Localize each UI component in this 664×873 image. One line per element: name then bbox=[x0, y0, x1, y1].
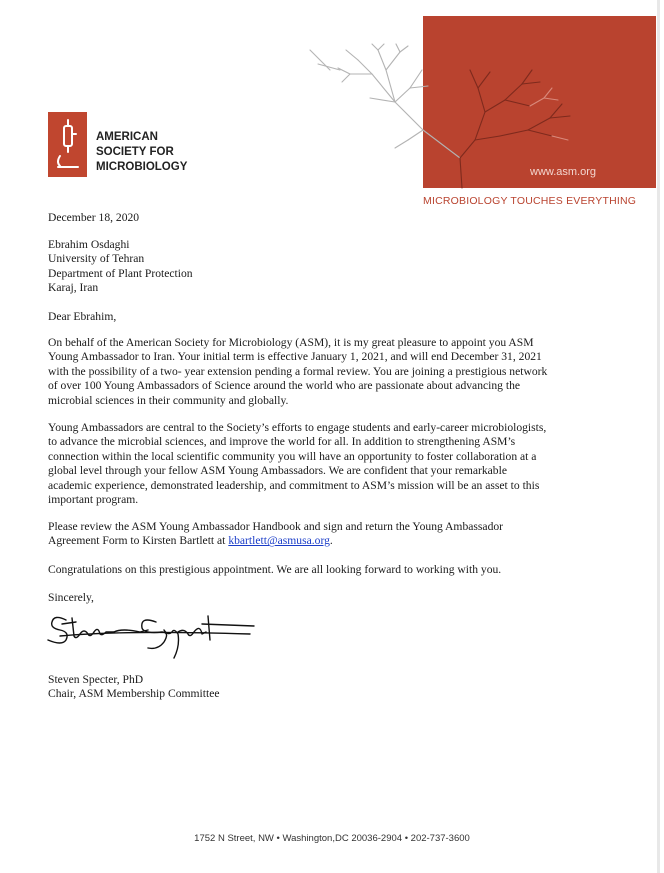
microscope-icon bbox=[48, 112, 87, 177]
footer-address bbox=[0, 833, 664, 844]
paragraph-3 bbox=[48, 520, 503, 549]
recipient-address bbox=[48, 238, 193, 296]
paragraph-line: Please review the ASM Young Ambassador Handbook and sign and return the Young Ambassador bbox=[48, 520, 504, 533]
recipient-location: Karaj, Iran bbox=[48, 281, 99, 295]
organization-name bbox=[96, 130, 187, 175]
paragraph-line: global level through your fellow ASM Young Ambassadors. We are confident that your remarkable bbox=[48, 464, 507, 478]
paragraph-line bbox=[48, 534, 503, 548]
signer-title: Chair, ASM Membership Committee bbox=[48, 687, 220, 701]
paragraph-text: . bbox=[329, 534, 333, 548]
paragraph-2 bbox=[48, 421, 546, 507]
paragraph-line: connection within the local scientific community you will have an opportunity to foster collaboration at a bbox=[48, 449, 537, 463]
paragraph-line: Young Ambassador to Iran. Your initial term is effective January 1, 2021, and will end December 31, 2021 bbox=[48, 350, 542, 364]
tagline: MICROBIOLOGY TOUCHES EVERYTHING bbox=[423, 195, 637, 207]
bullet-separator: • bbox=[404, 833, 409, 844]
signer-block bbox=[48, 673, 220, 702]
paragraph-line: On behalf of the American Society for Microbiology (ASM), it is my great pleasure to appoint you ASM bbox=[48, 336, 534, 349]
org-line-1: AMERICAN bbox=[96, 131, 158, 143]
paragraph-line: to advance the microbial sciences, and improve the world for all. In addition to strengthening ASM’s bbox=[48, 435, 516, 449]
signer-name: Steven Specter, PhD bbox=[48, 673, 144, 686]
paragraph-line: important program. bbox=[48, 493, 139, 507]
org-line-2: SOCIETY FOR bbox=[96, 146, 174, 158]
paragraph-4: Congratulations on this prestigious appointment. We are all looking forward to working with you. bbox=[48, 563, 502, 576]
handwritten-signature bbox=[44, 606, 259, 664]
recipient-name: Ebrahim Osdaghi bbox=[48, 238, 130, 251]
letter-date: December 18, 2020 bbox=[48, 211, 140, 224]
recipient-department: Department of Plant Protection bbox=[48, 266, 193, 280]
bullet-separator: • bbox=[276, 833, 280, 844]
website-url: www.asm.org bbox=[530, 166, 597, 178]
recipient-institution: University of Tehran bbox=[48, 252, 145, 266]
footer-phone: 202-737-3600 bbox=[410, 833, 470, 844]
paragraph-line: academic experience, demonstrated leadership, and commitment to ASM’s mission will be an asset to this bbox=[48, 478, 540, 492]
footer-city: Washington,DC 20036-2904 bbox=[282, 833, 403, 844]
email-link[interactable]: kbartlett@asmusa.org bbox=[228, 534, 330, 548]
paragraph-line: of over 100 Young Ambassadors of Science around the world who are passionate about advancing the bbox=[48, 379, 521, 393]
paragraph-1 bbox=[48, 336, 547, 408]
asm-microscope-logo bbox=[48, 112, 87, 177]
org-line-3: MICROBIOLOGY bbox=[96, 161, 188, 173]
paragraph-text: Agreement Form to Kirsten Bartlett at bbox=[48, 534, 229, 548]
paragraph-line: with the possibility of a two- year extension pending a formal review. You are joining a prestigious network bbox=[48, 364, 548, 378]
paragraph-line: Young Ambassadors are central to the Society’s efforts to engage students and early-career microbiologists, bbox=[48, 421, 547, 434]
paragraph-line: microbial sciences in their community and globally. bbox=[48, 393, 289, 407]
footer-street: 1752 N Street, NW bbox=[194, 833, 274, 844]
salutation: Dear Ebrahim, bbox=[48, 310, 117, 323]
closing: Sincerely, bbox=[48, 591, 94, 604]
